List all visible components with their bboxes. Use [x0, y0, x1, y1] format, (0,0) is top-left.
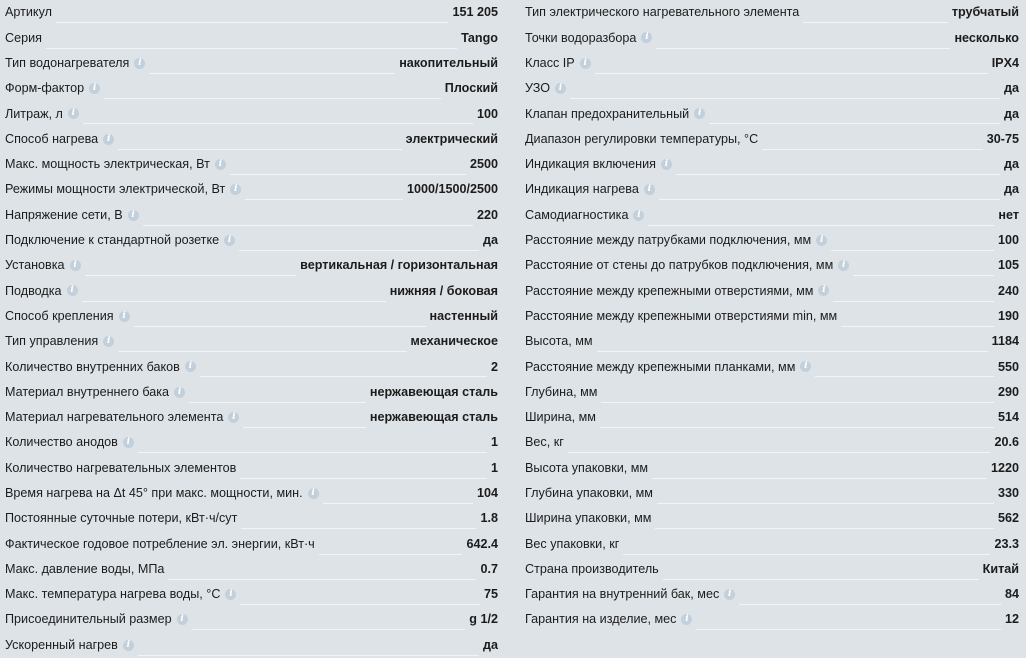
spec-label-wrap: [525, 183, 655, 196]
spec-value: электрический: [405, 131, 498, 146]
dotted-leader: [85, 253, 297, 276]
info-icon[interactable]: i: [580, 58, 591, 69]
spec-label: Форм-фактор: [5, 81, 85, 96]
spec-value: 1220: [990, 460, 1019, 475]
spec-row: [525, 329, 1019, 354]
info-icon[interactable]: i: [123, 640, 134, 651]
spec-row: [525, 304, 1019, 329]
dotted-leader: [652, 455, 987, 478]
spec-value: да: [1004, 182, 1019, 197]
spec-label-wrap: [5, 436, 134, 449]
info-icon[interactable]: i: [128, 210, 139, 221]
spec-value: 20.6: [994, 435, 1019, 450]
dotted-leader: [600, 405, 994, 428]
spec-row: [5, 455, 498, 480]
spec-value: 1: [490, 435, 498, 450]
dotted-leader: [56, 0, 449, 23]
spec-value: 151 205: [452, 5, 498, 20]
info-icon[interactable]: i: [641, 32, 652, 43]
spec-label-wrap: [5, 158, 226, 171]
spec-label-wrap: [525, 209, 644, 222]
info-icon[interactable]: i: [134, 58, 145, 69]
spec-label-wrap: [525, 234, 827, 247]
spec-row: [525, 51, 1019, 76]
dotted-leader: [134, 304, 426, 327]
spec-label: Материал внутреннего бака: [5, 384, 170, 399]
spec-label-wrap: [5, 234, 235, 247]
info-icon[interactable]: i: [230, 184, 241, 195]
dotted-leader: [143, 202, 473, 225]
spec-value: 220: [476, 207, 498, 222]
spec-row: [5, 430, 498, 455]
spec-label-wrap: [525, 259, 849, 272]
dotted-leader: [82, 278, 386, 301]
spec-label: Режимы мощности электрической, Вт: [5, 182, 226, 197]
spec-value: 12: [1004, 612, 1019, 627]
spec-label: Присоединительный размер: [5, 612, 172, 627]
spec-label-wrap: [525, 361, 811, 374]
info-icon[interactable]: i: [681, 614, 692, 625]
spec-value: Китай: [982, 561, 1019, 576]
spec-value: да: [1004, 81, 1019, 96]
spec-row: [525, 379, 1019, 404]
spec-label: Вес упаковки, кг: [525, 536, 620, 551]
info-icon[interactable]: i: [68, 108, 79, 119]
dotted-leader: [118, 329, 406, 352]
spec-label: Гарантия на изделие, мес: [525, 612, 677, 627]
spec-label: УЗО: [525, 81, 550, 96]
spec-row: [5, 506, 498, 531]
spec-value: нет: [998, 207, 1019, 222]
spec-value: IPX4: [991, 55, 1019, 70]
spec-row: [525, 152, 1019, 177]
info-icon[interactable]: i: [555, 83, 566, 94]
spec-label: Вес, кг: [525, 435, 564, 450]
spec-label: Подводка: [5, 283, 62, 298]
spec-label: Артикул: [5, 5, 52, 20]
dotted-leader: [200, 354, 487, 377]
info-icon[interactable]: i: [103, 336, 114, 347]
info-icon[interactable]: i: [633, 210, 644, 221]
dotted-leader: [240, 455, 487, 478]
spec-label: Напряжение сети, В: [5, 207, 123, 222]
spec-label: Подключение к стандартной розетке: [5, 233, 220, 248]
spec-label: Тип управления: [5, 334, 99, 349]
spec-label-wrap: [5, 259, 81, 272]
spec-value: 2: [490, 359, 498, 374]
spec-label-wrap: [525, 436, 564, 449]
spec-row: [525, 557, 1019, 582]
spec-label-wrap: [5, 361, 196, 374]
spec-label-wrap: [525, 563, 659, 576]
info-icon[interactable]: i: [177, 614, 188, 625]
info-icon[interactable]: i: [174, 387, 185, 398]
dotted-leader: [831, 228, 994, 251]
spec-label: Макс. давление воды, МПа: [5, 561, 165, 576]
info-icon[interactable]: i: [225, 589, 236, 600]
dotted-leader: [853, 253, 994, 276]
spec-value: 1: [490, 460, 498, 475]
spec-label: Глубина упаковки, мм: [525, 485, 653, 500]
spec-value: 104: [476, 485, 498, 500]
spec-label: Фактическое годовое потребление эл. энергии, кВт·ч: [5, 536, 315, 551]
spec-label-wrap: [5, 411, 239, 424]
spec-label-wrap: [525, 108, 705, 121]
spec-row: [5, 531, 498, 556]
spec-label: Способ крепления: [5, 308, 114, 323]
dotted-leader: [663, 557, 979, 580]
dotted-leader: [243, 405, 366, 428]
spec-row: [5, 76, 498, 101]
spec-row: [5, 557, 498, 582]
spec-value: 105: [997, 258, 1019, 273]
dotted-leader: [245, 177, 403, 200]
spec-label-wrap: [5, 386, 185, 399]
spec-row: [5, 632, 498, 657]
spec-value: трубчатый: [951, 5, 1019, 20]
spec-value: да: [1004, 106, 1019, 121]
spec-label: Ширина, мм: [525, 410, 596, 425]
spec-row: [5, 253, 498, 278]
dotted-leader: [138, 430, 487, 453]
spec-row: [525, 25, 1019, 50]
spec-row: [5, 126, 498, 151]
spec-label-wrap: [5, 32, 42, 45]
dotted-leader: [597, 329, 988, 352]
spec-row: [525, 278, 1019, 303]
spec-label: Индикация включения: [525, 157, 656, 172]
dotted-leader: [104, 76, 441, 99]
dotted-leader: [230, 152, 466, 175]
dotted-leader: [762, 126, 983, 149]
dotted-leader: [192, 607, 466, 630]
info-icon[interactable]: i: [103, 134, 114, 145]
spec-value: Tango: [461, 30, 498, 45]
info-icon[interactable]: i: [215, 159, 226, 170]
dotted-leader: [739, 582, 1001, 605]
info-icon[interactable]: i: [644, 184, 655, 195]
spec-row: [5, 152, 498, 177]
dotted-leader: [833, 278, 994, 301]
spec-label: Материал нагревательного элемента: [5, 410, 224, 425]
spec-row: [525, 531, 1019, 556]
spec-label-wrap: [525, 613, 692, 626]
spec-label-wrap: [525, 6, 799, 19]
spec-row: [5, 405, 498, 430]
spec-label-wrap: [5, 133, 114, 146]
info-icon[interactable]: i: [816, 235, 827, 246]
spec-value: 100: [476, 106, 498, 121]
spec-label: Расстояние между крепежными отверстиями, мм: [525, 283, 814, 298]
spec-label: Установка: [5, 258, 65, 273]
spec-label-wrap: [525, 512, 651, 525]
spec-row: [5, 101, 498, 126]
info-icon[interactable]: i: [838, 260, 849, 271]
info-icon[interactable]: i: [224, 235, 235, 246]
spec-value: да: [1004, 157, 1019, 172]
spec-value: да: [483, 233, 498, 248]
spec-label-wrap: [5, 6, 52, 19]
spec-value: накопительный: [399, 55, 498, 70]
spec-row: [525, 506, 1019, 531]
spec-label-wrap: [525, 411, 596, 424]
spec-label: Макс. мощность электрическая, Вт: [5, 157, 210, 172]
spec-label: Макс. температура нагрева воды, °C: [5, 587, 221, 602]
spec-label-wrap: [525, 538, 619, 551]
spec-label: Способ нагрева: [5, 131, 99, 146]
spec-value: 562: [997, 511, 1019, 526]
info-icon[interactable]: i: [228, 412, 239, 423]
spec-value: 1184: [991, 334, 1019, 349]
info-icon[interactable]: i: [67, 285, 78, 296]
dotted-leader: [601, 379, 994, 402]
spec-row: [5, 0, 498, 25]
dotted-leader: [595, 51, 988, 74]
spec-value: нержавеющая сталь: [369, 384, 498, 399]
spec-label-wrap: [5, 183, 241, 196]
dotted-leader: [676, 152, 1000, 175]
spec-row: [525, 607, 1019, 632]
info-icon[interactable]: i: [89, 83, 100, 94]
dotted-leader: [803, 0, 948, 23]
spec-value: 550: [997, 359, 1019, 374]
spec-value: 30-75: [986, 131, 1019, 146]
info-icon[interactable]: i: [818, 285, 829, 296]
dotted-leader: [83, 101, 473, 124]
spec-label: Тип водонагревателя: [5, 55, 130, 70]
spec-label: Расстояние между патрубками подключения, мм: [525, 233, 812, 248]
spec-row: [525, 126, 1019, 151]
spec-label-wrap: [525, 32, 652, 45]
specs-column-right: [525, 0, 1019, 632]
spec-label: Индикация нагрева: [525, 182, 639, 197]
spec-label-wrap: [525, 285, 829, 298]
spec-value: 23.3: [994, 536, 1019, 551]
dotted-leader: [659, 177, 1000, 200]
dotted-leader: [623, 531, 990, 554]
dotted-leader: [648, 202, 994, 225]
spec-row: [525, 202, 1019, 227]
dotted-leader: [570, 76, 1000, 99]
spec-row: [525, 0, 1019, 25]
spec-label-wrap: [5, 487, 319, 500]
spec-row: [525, 228, 1019, 253]
dotted-leader: [239, 228, 479, 251]
spec-label-wrap: [5, 462, 236, 475]
spec-row: [5, 481, 498, 506]
spec-value: 290: [997, 384, 1019, 399]
spec-row: [5, 228, 498, 253]
spec-label-wrap: [525, 462, 648, 475]
spec-row: [525, 455, 1019, 480]
dotted-leader: [189, 379, 366, 402]
spec-label-wrap: [5, 285, 78, 298]
spec-row: [525, 101, 1019, 126]
spec-label-wrap: [5, 639, 134, 652]
spec-value: несколько: [954, 30, 1019, 45]
spec-label: Диапазон регулировки температуры, °C: [525, 131, 759, 146]
dotted-leader: [709, 101, 1000, 124]
dotted-leader: [655, 506, 994, 529]
info-icon[interactable]: i: [70, 260, 81, 271]
spec-label-wrap: [525, 487, 653, 500]
dotted-leader: [149, 51, 395, 74]
spec-label: Ускоренный нагрев: [5, 637, 118, 652]
spec-value: 1.8: [480, 511, 498, 526]
spec-label-wrap: [5, 335, 114, 348]
spec-label: Страна производитель: [525, 561, 659, 576]
spec-label-wrap: [5, 108, 79, 121]
spec-value: 0.7: [480, 561, 498, 576]
spec-row: [525, 481, 1019, 506]
dotted-leader: [815, 354, 994, 377]
spec-label: Самодиагностика: [525, 207, 629, 222]
spec-label-wrap: [525, 82, 566, 95]
dotted-leader: [241, 506, 476, 529]
spec-row: [525, 405, 1019, 430]
dotted-leader: [323, 481, 473, 504]
dotted-leader: [46, 25, 457, 48]
spec-value: 240: [997, 283, 1019, 298]
spec-label: Количество нагревательных элементов: [5, 460, 237, 475]
spec-value: нержавеющая сталь: [369, 410, 498, 425]
spec-row: [5, 379, 498, 404]
spec-label: Расстояние между крепежными планками, мм: [525, 359, 796, 374]
spec-value: 642.4: [466, 536, 498, 551]
spec-label-wrap: [525, 386, 597, 399]
dotted-leader: [568, 430, 991, 453]
dotted-leader: [138, 632, 479, 655]
spec-label-wrap: [525, 588, 735, 601]
spec-row: [525, 177, 1019, 202]
dotted-leader: [841, 304, 994, 327]
spec-label-wrap: [5, 538, 315, 551]
info-icon[interactable]: i: [185, 361, 196, 372]
spec-value: 1000/1500/2500: [406, 182, 498, 197]
spec-label: Количество анодов: [5, 435, 118, 450]
spec-value: 330: [997, 485, 1019, 500]
spec-value: настенный: [429, 308, 498, 323]
spec-value: g 1/2: [469, 612, 498, 627]
spec-value: 514: [997, 410, 1019, 425]
spec-row: [5, 177, 498, 202]
spec-value: 190: [997, 308, 1019, 323]
spec-row: [525, 76, 1019, 101]
dotted-leader: [240, 582, 480, 605]
spec-row: [5, 304, 498, 329]
spec-row: [525, 430, 1019, 455]
spec-value: 75: [483, 587, 498, 602]
spec-label-wrap: [5, 310, 130, 323]
spec-label: Расстояние от стены до патрубков подключения, мм: [525, 258, 834, 273]
spec-row: [5, 329, 498, 354]
spec-label: Высота, мм: [525, 334, 593, 349]
spec-label-wrap: [525, 133, 758, 146]
spec-row: [5, 354, 498, 379]
spec-value: 2500: [469, 157, 498, 172]
spec-label: Расстояние между крепежными отверстиями min, мм: [525, 308, 838, 323]
spec-value: да: [483, 637, 498, 652]
spec-row: [525, 354, 1019, 379]
dotted-leader: [319, 531, 463, 554]
spec-label: Класс IP: [525, 55, 575, 70]
dotted-leader: [657, 481, 994, 504]
spec-label-wrap: [5, 82, 100, 95]
spec-label: Глубина, мм: [525, 384, 598, 399]
spec-label-wrap: [5, 563, 164, 576]
spec-label: Точки водоразбора: [525, 30, 637, 45]
dotted-leader: [696, 607, 1001, 630]
spec-label: Тип электрического нагревательного элемента: [525, 5, 800, 20]
info-icon[interactable]: i: [724, 589, 735, 600]
spec-value: 84: [1004, 587, 1019, 602]
spec-value: нижняя / боковая: [389, 283, 498, 298]
info-icon[interactable]: i: [308, 488, 319, 499]
spec-label: Время нагрева на Δt 45° при макс. мощности, мин.: [5, 485, 303, 500]
info-icon[interactable]: i: [694, 108, 705, 119]
dotted-leader: [656, 25, 950, 48]
spec-label-wrap: [525, 335, 593, 348]
info-icon[interactable]: i: [800, 361, 811, 372]
spec-label: Высота упаковки, мм: [525, 460, 649, 475]
spec-label: Ширина упаковки, мм: [525, 511, 652, 526]
spec-row: [525, 253, 1019, 278]
spec-label-wrap: [5, 512, 237, 525]
spec-row: [525, 582, 1019, 607]
dotted-leader: [168, 557, 476, 580]
spec-label-wrap: [525, 57, 591, 70]
spec-label: Серия: [5, 30, 42, 45]
info-icon[interactable]: i: [119, 311, 130, 322]
spec-label: Гарантия на внутренний бак, мес: [525, 587, 720, 602]
spec-label: Клапан предохранительный: [525, 106, 690, 121]
spec-value: 100: [997, 233, 1019, 248]
dotted-leader: [118, 126, 401, 149]
spec-label: Литраж, л: [5, 106, 63, 121]
spec-value: вертикальная / горизонтальная: [300, 258, 498, 273]
spec-label-wrap: [5, 613, 188, 626]
spec-label-wrap: [5, 57, 145, 70]
spec-label-wrap: [5, 209, 139, 222]
spec-value: Плоский: [444, 81, 498, 96]
spec-row: [5, 278, 498, 303]
info-icon[interactable]: i: [123, 437, 134, 448]
spec-row: [5, 51, 498, 76]
spec-label: Постоянные суточные потери, кВт·ч/сут: [5, 511, 238, 526]
spec-label-wrap: [525, 310, 837, 323]
info-icon[interactable]: i: [661, 159, 672, 170]
specs-column-left: [5, 0, 498, 658]
spec-value: механическое: [410, 334, 498, 349]
spec-row: [5, 202, 498, 227]
spec-label: Количество внутренних баков: [5, 359, 180, 374]
spec-label-wrap: [5, 588, 236, 601]
spec-row: [5, 607, 498, 632]
spec-row: [5, 582, 498, 607]
spec-label-wrap: [525, 158, 672, 171]
spec-row: [5, 25, 498, 50]
